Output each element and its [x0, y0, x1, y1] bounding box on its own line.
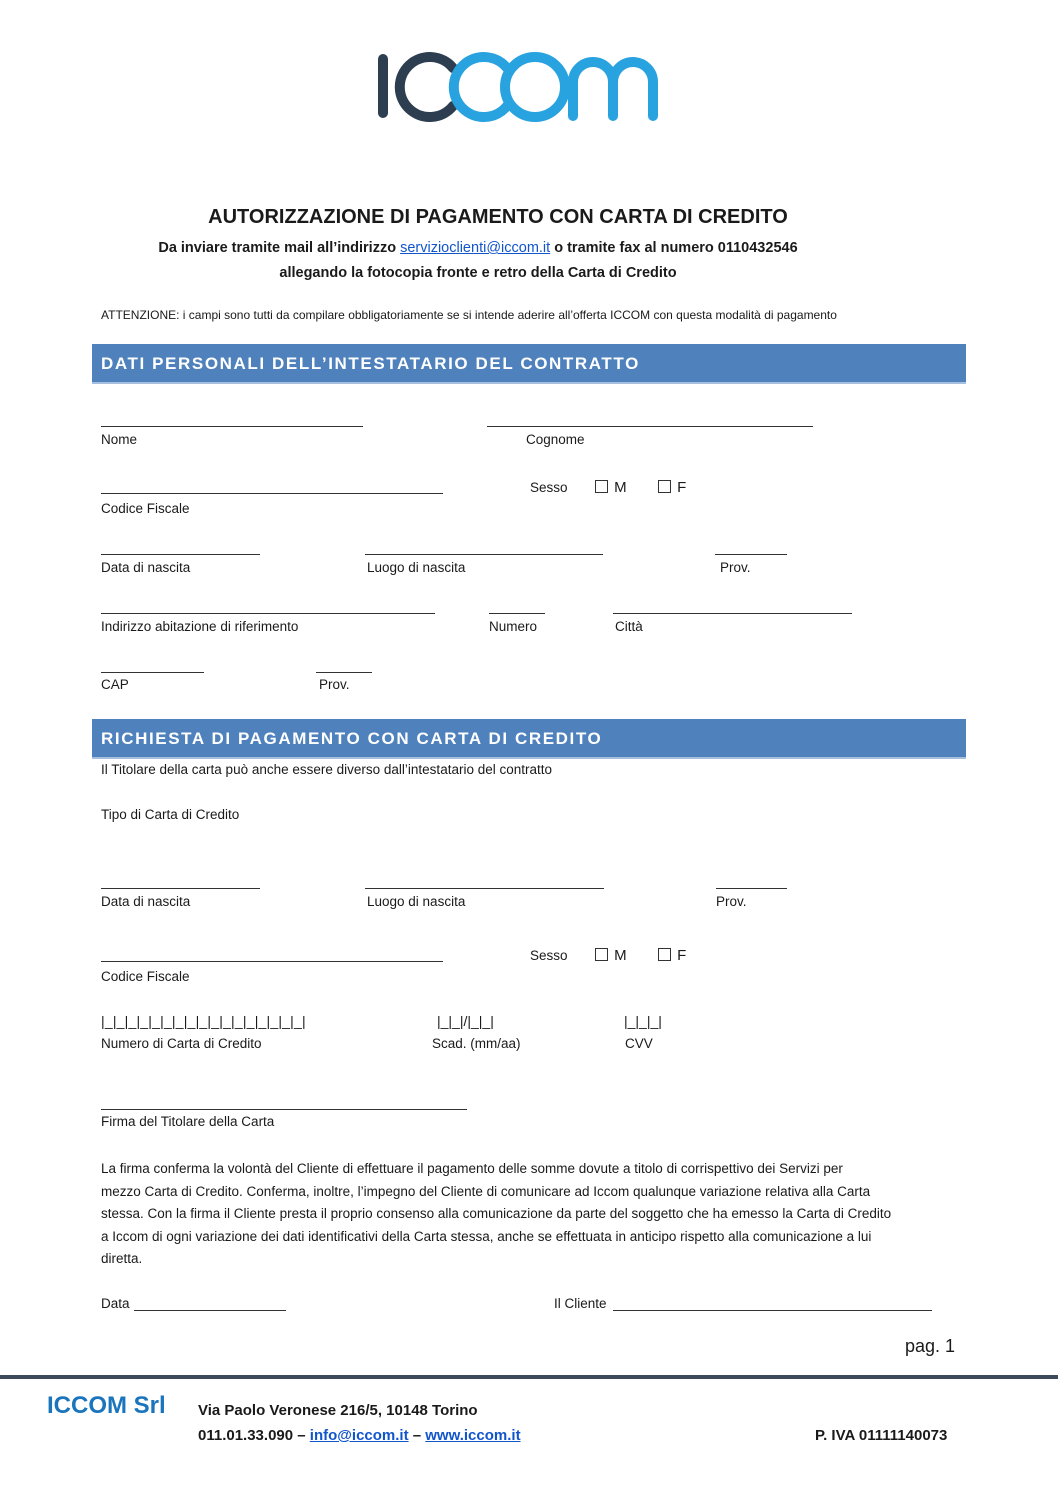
footer-website-link[interactable]: www.iccom.it — [425, 1427, 521, 1444]
card-number-label: Numero di Carta di Credito — [101, 1036, 262, 1051]
cognome-label: Cognome — [526, 432, 585, 447]
card-checkbox-m-label: M — [614, 947, 627, 964]
cvv-boxes[interactable]: |_|_|_| — [624, 1013, 662, 1029]
footer-divider — [0, 1375, 1058, 1379]
codice-fiscale-field[interactable] — [101, 493, 443, 494]
card-sesso-group — [530, 947, 686, 964]
prov-label: Prov. — [720, 560, 751, 575]
codice-fiscale-label: Codice Fiscale — [101, 501, 190, 516]
card-sesso-label: Sesso — [530, 948, 568, 963]
nome-label: Nome — [101, 432, 138, 447]
indirizzo-field[interactable] — [101, 613, 435, 614]
section-personal-data-header: DATI PERSONALI DELL’INTESTATARIO DEL CONTRATTO — [92, 344, 966, 384]
date-field[interactable] — [134, 1310, 286, 1311]
nome-field[interactable] — [101, 426, 363, 427]
checkbox-m-label: M — [614, 479, 627, 496]
footer-phone: 011.01.33.090 – — [198, 1427, 306, 1444]
signature-field[interactable] — [101, 1109, 467, 1110]
cap-field[interactable] — [101, 672, 204, 673]
card-prov-label: Prov. — [716, 894, 747, 909]
date-label: Data — [101, 1296, 130, 1311]
footer-dash: – — [412, 1427, 422, 1444]
footer-email-link[interactable]: info@iccom.it — [309, 1427, 409, 1444]
card-codice-fiscale-label: Codice Fiscale — [101, 969, 190, 984]
signature-label: Firma del Titolare della Carta — [101, 1114, 275, 1129]
paragraph-line: La firma conferma la volontà del Cliente di effettuare il pagamento delle somme dovute a titolo di corrispettivo dei Servizi per — [101, 1161, 843, 1176]
card-checkbox-f[interactable] — [658, 948, 671, 961]
footer-contacts — [198, 1427, 521, 1444]
card-prov-field[interactable] — [716, 888, 787, 889]
attention-note: ATTENZIONE: i campi sono tutti da compilare obbligatoriamente se si intende aderire all’offerta ICCOM con questa modalità di pagamento — [101, 308, 837, 322]
expiry-boxes[interactable]: |_|_|/|_|_| — [437, 1013, 494, 1029]
luogo-nascita-label: Luogo di nascita — [367, 560, 466, 575]
footer-piva: P. IVA 01111140073 — [815, 1427, 948, 1444]
numero-label: Numero — [489, 619, 538, 634]
page-number: pag. 1 — [905, 1336, 956, 1356]
form-title: AUTORIZZAZIONE DI PAGAMENTO CON CARTA DI CREDITO — [208, 206, 788, 228]
sesso-group — [530, 479, 686, 496]
card-number-boxes[interactable]: |_|_|_|_|_|_|_|_|_|_|_|_|_|_|_|_|_| — [101, 1013, 306, 1029]
luogo-nascita-field[interactable] — [365, 554, 603, 555]
footer-company: ICCOM Srl — [47, 1392, 166, 1419]
prov-field[interactable] — [715, 554, 787, 555]
checkbox-m[interactable] — [595, 480, 608, 493]
sesso-label: Sesso — [530, 480, 568, 495]
citta-field[interactable] — [613, 613, 852, 614]
card-luogo-nascita-label: Luogo di nascita — [367, 894, 466, 909]
data-nascita-field[interactable] — [101, 554, 260, 555]
card-data-nascita-label: Data di nascita — [101, 894, 191, 909]
paragraph-line: mezzo Carta di Credito. Conferma, inoltre, l’impegno del Cliente di comunicare ad Iccom qualunque variazione relativa alla Carta — [101, 1183, 871, 1199]
card-codice-fiscale-field[interactable] — [101, 961, 443, 962]
tipo-carta-label: Tipo di Carta di Credito — [101, 807, 240, 822]
email-link[interactable]: servizioclienti@iccom.it — [400, 240, 551, 256]
cardholder-note: Il Titolare della carta può anche essere diverso dall’intestatario del contratto — [101, 762, 553, 777]
card-data-nascita-field[interactable] — [101, 888, 260, 889]
instructions-after: o tramite fax al numero 0110432546 — [554, 240, 798, 256]
instructions-before: Da inviare tramite mail all’indirizzo — [158, 240, 397, 256]
instructions-line-1 — [0, 240, 956, 256]
paragraph-line: a Iccom di ogni variazione dei dati identificativi della Carta stessa, anche se effettuata in anticipo rispetto alla comunicazione a lui — [101, 1228, 872, 1244]
cvv-label: CVV — [625, 1036, 653, 1051]
paragraph-line: diretta. — [101, 1251, 143, 1266]
cognome-field[interactable] — [487, 426, 813, 427]
prov2-label: Prov. — [319, 677, 350, 692]
prov2-field[interactable] — [316, 672, 372, 673]
indirizzo-label: Indirizzo abitazione di riferimento — [101, 619, 299, 634]
cap-label: CAP — [101, 677, 129, 692]
card-checkbox-f-label: F — [677, 947, 687, 964]
card-checkbox-m[interactable] — [595, 948, 608, 961]
checkbox-f[interactable] — [658, 480, 671, 493]
client-label: Il Cliente — [554, 1296, 607, 1311]
numero-field[interactable] — [489, 613, 545, 614]
footer-address: Via Paolo Veronese 216/5, 10148 Torino — [198, 1402, 478, 1419]
iccom-logo — [375, 50, 685, 122]
paragraph-line: stessa. Con la firma il Cliente presta il proprio consenso alla comunicazione da parte del soggetto che ha emesso la Carta di Credito — [101, 1206, 892, 1221]
expiry-label: Scad. (mm/aa) — [432, 1036, 521, 1051]
data-nascita-label: Data di nascita — [101, 560, 191, 575]
instructions-line-2: allegando la fotocopia fronte e retro della Carta di Credito — [279, 265, 677, 281]
client-signature-field[interactable] — [613, 1310, 932, 1311]
card-luogo-nascita-field[interactable] — [365, 888, 604, 889]
section-credit-card-header: RICHIESTA DI PAGAMENTO CON CARTA DI CREDITO — [92, 719, 966, 759]
consent-paragraph — [101, 1158, 961, 1271]
citta-label: Città — [615, 619, 643, 634]
checkbox-f-label: F — [677, 479, 687, 496]
